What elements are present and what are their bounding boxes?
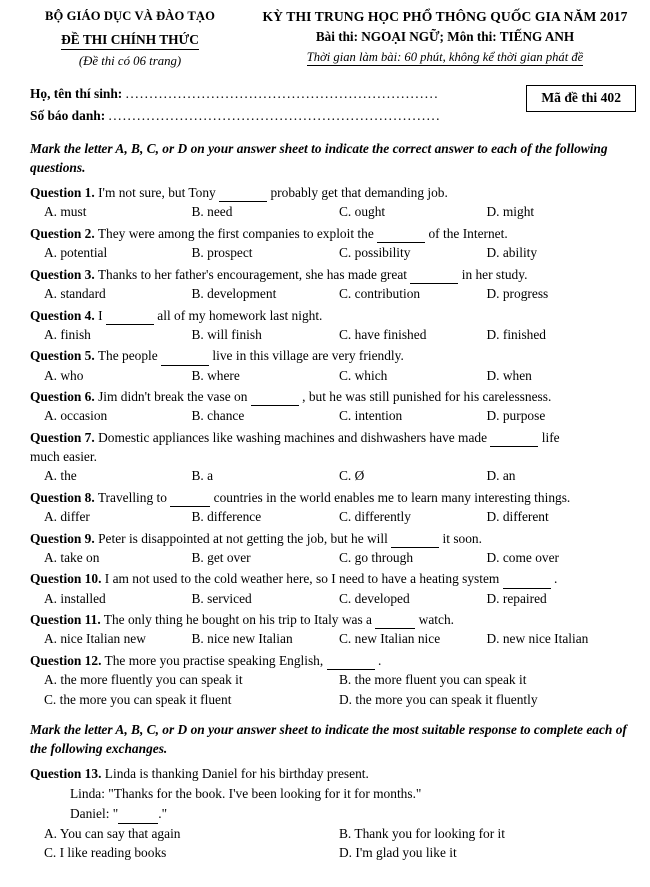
question-8-text-after: countries in the world enables me to learn many interesting things. xyxy=(213,489,571,505)
option-c[interactable]: C. Ø xyxy=(339,468,365,484)
option-c[interactable]: C. contribution xyxy=(339,285,421,301)
question-5-text-after: live in this village are very friendly. xyxy=(212,348,404,364)
question-12-text-before: The more you practise speaking English, xyxy=(104,653,324,669)
question-8-blank xyxy=(170,493,210,507)
question-13-blank xyxy=(118,810,158,824)
question-13-daniel-before: Daniel: " xyxy=(70,806,119,822)
question-9-text-after: it soon. xyxy=(442,530,482,546)
option-a[interactable]: A. installed xyxy=(44,590,106,606)
question-11-options xyxy=(30,630,634,649)
question-5-label: Question 5. xyxy=(30,348,95,364)
question-13-daniel-after: ." xyxy=(158,806,168,822)
option-a[interactable]: A. standard xyxy=(44,285,106,301)
question-1-text-before: I'm not sure, but Tony xyxy=(98,185,216,201)
option-b[interactable]: B. Thank you for looking for it xyxy=(339,825,506,841)
question-2-blank xyxy=(377,229,425,243)
candidate-fields xyxy=(30,83,441,127)
question-13-linda-line: Linda: "Thanks for the book. I've been looking for it for months." xyxy=(70,785,422,801)
option-a[interactable]: A. the more fluently you can speak it xyxy=(44,672,243,688)
option-d[interactable]: D. progress xyxy=(486,285,549,301)
question-7 xyxy=(30,428,634,447)
question-9 xyxy=(30,529,634,548)
question-11-label: Question 11. xyxy=(30,612,101,628)
option-a[interactable]: A. potential xyxy=(44,245,108,261)
option-b[interactable]: B. the more fluent you can speak it xyxy=(339,672,527,688)
option-b[interactable]: B. nice new Italian xyxy=(191,631,293,647)
header-left-block xyxy=(10,8,250,69)
question-2-text-after: of the Internet. xyxy=(428,226,508,242)
question-12-label: Question 12. xyxy=(30,653,102,669)
question-3 xyxy=(30,265,634,284)
question-6-options xyxy=(30,407,634,426)
question-13-label: Question 13. xyxy=(30,765,102,781)
ministry-name: BỘ GIÁO DỤC VÀ ĐÀO TẠO xyxy=(44,9,216,23)
question-8-text-before: Travelling to xyxy=(97,489,167,505)
option-d[interactable]: D. ability xyxy=(486,245,538,261)
option-c[interactable]: C. have finished xyxy=(339,326,427,342)
option-b[interactable]: B. development xyxy=(191,285,277,301)
question-4-text-after: all of my homework last night. xyxy=(157,307,323,323)
exam-duration: Thời gian làm bài: 60 phút, không kể thời gian phát đề xyxy=(306,50,584,64)
option-b[interactable]: B. chance xyxy=(191,408,245,424)
candidate-id-input[interactable]: ...................................................................... xyxy=(108,108,441,124)
instruction-part-2: Mark the letter A, B, C, or D on your answer sheet to indicate the most suitable response to complete each of the following exchanges. xyxy=(30,721,627,756)
option-c[interactable]: C. ought xyxy=(339,204,386,220)
question-3-options xyxy=(30,285,634,304)
question-4-text-before: I xyxy=(98,307,103,323)
question-9-text-before: Peter is disappointed at not getting the job, but he will xyxy=(98,530,388,546)
question-2 xyxy=(30,224,634,243)
question-10-text-after: . xyxy=(554,571,558,587)
option-a[interactable]: A. who xyxy=(44,367,84,383)
option-d[interactable]: D. new nice Italian xyxy=(486,631,589,647)
option-b[interactable]: B. will finish xyxy=(191,326,262,342)
question-9-blank xyxy=(391,534,439,548)
option-a[interactable]: A. differ xyxy=(44,508,90,524)
question-5-options xyxy=(30,367,634,386)
option-b[interactable]: B. need xyxy=(191,204,233,220)
option-c[interactable]: C. the more you can speak it fluent xyxy=(44,691,232,707)
question-4-options xyxy=(30,326,634,345)
question-13 xyxy=(30,764,634,783)
question-4-label: Question 4. xyxy=(30,307,95,323)
question-13-daniel-line xyxy=(30,804,634,823)
page-count-note: (Đề thi có 06 trang) xyxy=(78,54,182,68)
question-7-continued: much easier. xyxy=(30,449,97,465)
option-d[interactable]: D. come over xyxy=(486,549,560,565)
question-12-options-row-2 xyxy=(30,691,634,710)
option-c[interactable]: C. differently xyxy=(339,508,411,524)
question-8-options xyxy=(30,508,634,527)
option-d[interactable]: D. the more you can speak it fluently xyxy=(339,691,538,707)
question-5-blank xyxy=(161,352,209,366)
exam-title: KỲ THI TRUNG HỌC PHỔ THÔNG QUỐC GIA NĂM 2017 xyxy=(262,9,628,24)
question-5-text-before: The people xyxy=(97,348,158,364)
exam-subject: Bài thi: NGOẠI NGỮ; Môn thi: TIẾNG ANH xyxy=(315,29,575,44)
question-6-blank xyxy=(251,393,299,407)
option-d[interactable]: D. purpose xyxy=(486,408,546,424)
question-9-label: Question 9. xyxy=(30,530,95,546)
question-6-label: Question 6. xyxy=(30,389,95,405)
question-6-text-after: , but he was still punished for his carelessness. xyxy=(302,389,552,405)
question-4-blank xyxy=(106,311,154,325)
instruction-part-1: Mark the letter A, B, C, or D on your answer sheet to indicate the correct answer to each of the following questions. xyxy=(30,141,608,176)
question-5 xyxy=(30,346,634,365)
question-1-blank xyxy=(219,189,267,203)
question-6 xyxy=(30,387,634,406)
question-10-label: Question 10. xyxy=(30,571,102,587)
question-12-text-after: . xyxy=(377,653,382,669)
question-11-text-after: watch. xyxy=(418,612,454,628)
question-11 xyxy=(30,610,634,629)
option-b[interactable]: B. get over xyxy=(191,549,251,565)
option-a[interactable]: A. the xyxy=(44,468,77,484)
option-a[interactable]: A. finish xyxy=(44,326,91,342)
candidate-id-label: Số báo danh: xyxy=(30,108,106,124)
question-8-label: Question 8. xyxy=(30,489,95,505)
question-1-options xyxy=(30,203,634,222)
question-3-text-after: in her study. xyxy=(461,266,528,282)
question-6-text-before: Jim didn't break the vase on xyxy=(98,389,248,405)
option-d[interactable]: D. might xyxy=(486,204,535,220)
candidate-name-input[interactable]: .................................................................. xyxy=(125,86,439,101)
document-header xyxy=(0,0,650,69)
question-10-blank xyxy=(503,575,551,589)
question-13-stem: Linda is thanking Daniel for his birthday present. xyxy=(104,765,369,781)
question-12-options-row-1 xyxy=(30,671,634,690)
candidate-name-label: Họ, tên thí sinh: xyxy=(30,86,123,101)
question-3-text-before: Thanks to her father's encouragement, she has made great xyxy=(97,266,407,282)
official-exam-label: ĐỀ THI CHÍNH THỨC xyxy=(61,32,199,50)
option-c[interactable]: C. which xyxy=(339,367,388,383)
question-7-label: Question 7. xyxy=(30,430,95,446)
question-1-text-after: probably get that demanding job. xyxy=(270,185,448,201)
question-2-text-before: They were among the first companies to exploit the xyxy=(97,226,374,242)
question-2-options xyxy=(30,244,634,263)
option-c[interactable]: C. developed xyxy=(339,590,410,606)
question-7-blank xyxy=(490,433,538,447)
question-7-text-after: life xyxy=(541,430,560,446)
question-7-text-before: Domestic appliances like washing machines and dishwashers have made xyxy=(98,430,488,446)
exam-code-box: Mã đề thi 402 xyxy=(526,85,636,112)
option-d[interactable]: D. repaired xyxy=(486,590,547,606)
question-8 xyxy=(30,488,634,507)
option-c[interactable]: C. I like reading books xyxy=(44,845,167,861)
candidate-name-row xyxy=(30,83,441,105)
option-a[interactable]: A. occasion xyxy=(44,408,108,424)
option-a[interactable]: A. nice Italian new xyxy=(44,631,146,647)
question-10 xyxy=(30,569,634,588)
option-a[interactable]: A. You can say that again xyxy=(44,825,181,841)
question-11-blank xyxy=(375,616,415,630)
option-b[interactable]: B. a xyxy=(191,468,214,484)
question-13-options-row-2 xyxy=(30,844,634,863)
question-13-options-row-1 xyxy=(30,825,634,844)
question-7-options xyxy=(30,467,634,486)
question-11-text-before: The only thing he bought on his trip to Italy was a xyxy=(103,612,372,628)
question-10-options xyxy=(30,590,634,609)
option-d[interactable]: D. finished xyxy=(486,326,547,342)
question-10-text-before: I am not used to the cold weather here, so I need to have a heating system xyxy=(104,571,500,587)
question-2-label: Question 2. xyxy=(30,226,95,242)
option-a[interactable]: A. take on xyxy=(44,549,100,565)
option-c[interactable]: C. intention xyxy=(339,408,403,424)
option-b[interactable]: B. serviced xyxy=(191,590,252,606)
option-a[interactable]: A. must xyxy=(44,204,87,220)
option-c[interactable]: C. new Italian nice xyxy=(339,631,441,647)
option-d[interactable]: D. an xyxy=(486,468,516,484)
option-b[interactable]: B. difference xyxy=(191,508,262,524)
option-c[interactable]: C. go through xyxy=(339,549,414,565)
candidate-id-row xyxy=(30,105,441,127)
option-d[interactable]: D. when xyxy=(486,367,532,383)
question-3-blank xyxy=(410,270,458,284)
question-3-label: Question 3. xyxy=(30,266,95,282)
question-1-label: Question 1. xyxy=(30,185,95,201)
question-1 xyxy=(30,183,634,202)
option-d[interactable]: D. I'm glad you like it xyxy=(339,845,457,861)
header-right-block xyxy=(250,8,640,69)
option-b[interactable]: B. where xyxy=(191,367,240,383)
option-c[interactable]: C. possibility xyxy=(339,245,411,261)
question-4 xyxy=(30,306,634,325)
question-12 xyxy=(30,651,634,670)
exam-content xyxy=(0,139,650,863)
question-12-blank xyxy=(327,656,375,670)
question-9-options xyxy=(30,549,634,568)
option-b[interactable]: B. prospect xyxy=(191,245,253,261)
candidate-info xyxy=(0,83,650,127)
option-d[interactable]: D. different xyxy=(486,508,549,524)
